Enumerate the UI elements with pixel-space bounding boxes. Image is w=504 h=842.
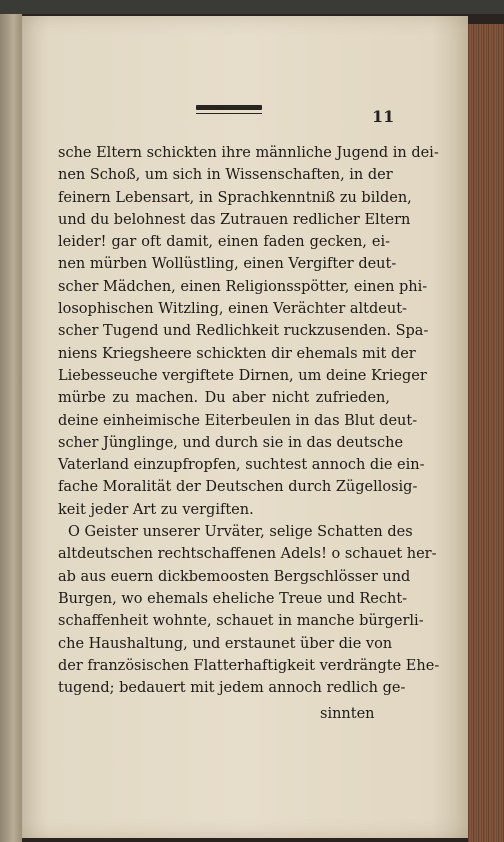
text-line: tugend; bedauert mit jedem annoch redlich ge-: [58, 680, 406, 697]
text-line: Vaterland einzupfropfen, suchtest annoch die ein-: [58, 457, 425, 474]
text-line: altdeutschen rechtschaffenen Adels! o schauet her-: [58, 546, 437, 563]
text-line: feinern Lebensart, in Sprachkenntniß zu bilden,: [58, 189, 412, 206]
book-spine-top: [0, 0, 504, 14]
text-line: nen Schoß, um sich in Wissenschaften, in der: [58, 167, 393, 184]
page-number: 11: [372, 107, 395, 126]
text-line: nen mürben Wollüstling, einen Vergifter deut-: [58, 256, 397, 273]
text-line: mürbe zu machen. Du aber nicht zufrieden,: [58, 390, 390, 407]
text-line: leider! gar oft damit, einen faden gecken, ei-: [58, 234, 390, 251]
text-line: und du belohnest das Zutrauen redlicher Eltern: [58, 211, 411, 228]
text-line: ab aus euern dickbemoosten Bergschlösser und: [58, 568, 411, 585]
text-line: keit jeder Art zu vergiften.: [58, 501, 254, 518]
text-line: scher Tugend und Redlichkeit ruckzusenden. Spa-: [58, 323, 429, 340]
text-line: O Geister unserer Urväter, selige Schatten des: [68, 524, 413, 541]
header-rule-thin: [196, 113, 262, 114]
text-line: losophischen Witzling, einen Verächter altdeut-: [58, 301, 407, 318]
text-line: che Haushaltung, und erstaunet über die von: [58, 635, 393, 652]
text-line: der französischen Flatterhaftigkeit verdrängte Ehe-: [58, 657, 440, 674]
body-text: [58, 142, 440, 699]
catchword: sinnten: [320, 706, 375, 722]
left-page-edge: [0, 14, 22, 842]
header-rule: [196, 105, 262, 110]
text-line: niens Kriegsheere schickten dir ehemals mit der: [58, 345, 416, 362]
page-block-edge: [468, 24, 504, 842]
text-line: scher Mädchen, einen Religionsspötter, einen phi-: [58, 278, 428, 295]
text-line: scher Jünglinge, und durch sie in das deutsche: [58, 434, 404, 451]
text-line: schaffenheit wohnte, schauet in manche bürgerli-: [58, 613, 424, 630]
text-line: fache Moralität der Deutschen durch Zügellosig-: [58, 479, 418, 496]
text-line: deine einheimische Eiterbeulen in das Blut deut-: [58, 412, 418, 429]
text-line: Liebesseuche vergiftete Dirnen, um deine Krieger: [58, 367, 427, 384]
text-line: Burgen, wo ehemals eheliche Treue und Recht-: [58, 590, 408, 607]
text-line: sche Eltern schickten ihre männliche Jugend in dei-: [58, 145, 439, 161]
